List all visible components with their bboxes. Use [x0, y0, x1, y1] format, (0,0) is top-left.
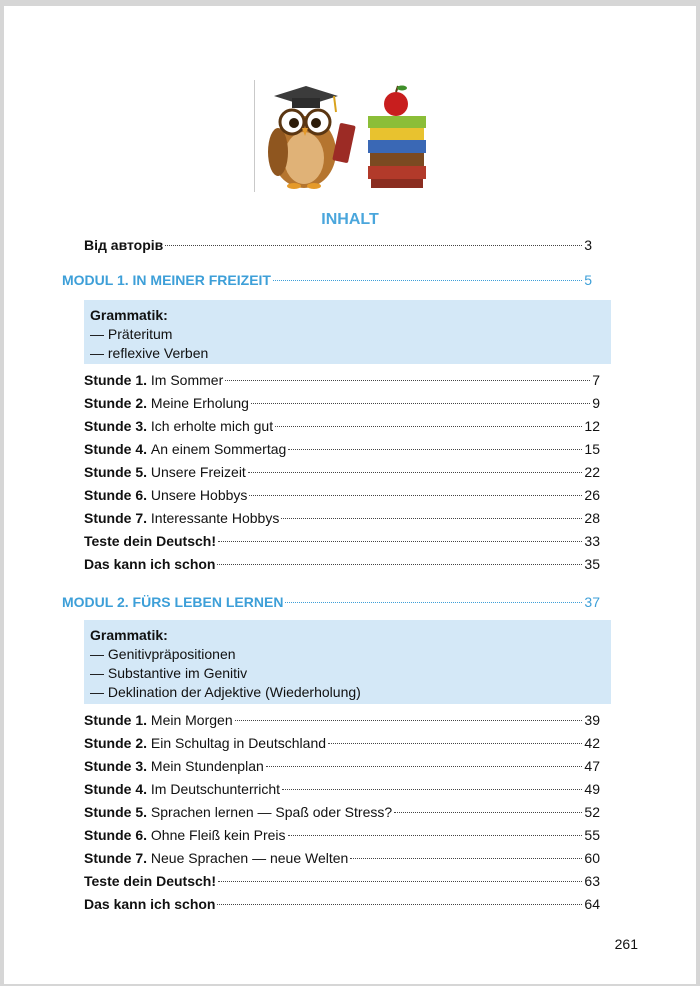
entry-label: Stunde 4.: [84, 781, 148, 797]
toc-entry[interactable]: [84, 439, 600, 459]
dot-leader: [328, 743, 582, 744]
grammar-box-module-1: [84, 300, 611, 364]
entry-label: Stunde 3.: [84, 758, 148, 774]
dot-leader: [394, 812, 582, 813]
grammar-item: — Präteritum: [90, 326, 173, 342]
toc-entry[interactable]: [84, 370, 600, 390]
toc-entry-test[interactable]: [84, 871, 600, 891]
dot-leader: [165, 245, 582, 246]
dot-leader: [249, 495, 582, 496]
dot-leader: [225, 380, 590, 381]
dot-leader: [281, 518, 582, 519]
entry-label: Das kann ich schon: [84, 556, 216, 572]
toc-entry[interactable]: [84, 756, 600, 776]
entry-title: Neue Sprachen — neue Welten: [150, 850, 349, 866]
entry-label: Teste dein Deutsch!: [84, 873, 216, 889]
entry-title: Meine Erholung: [150, 395, 249, 411]
entry-label: Stunde 6.: [84, 487, 148, 503]
dot-leader: [218, 541, 582, 542]
entry-label: Stunde 2.: [84, 735, 148, 751]
module-2-heading[interactable]: [62, 592, 600, 612]
entry-page: 39: [584, 712, 600, 728]
grammar-item: — Substantive im Genitiv: [90, 665, 248, 681]
entry-label: Stunde 5.: [84, 804, 148, 820]
toc-entry-review[interactable]: [84, 894, 600, 914]
entry-title: Sprachen lernen — Spaß oder Stress?: [150, 804, 393, 820]
grammar-heading: Grammatik:: [90, 627, 168, 643]
dot-leader: [273, 280, 582, 281]
entry-label: Stunde 5.: [84, 464, 148, 480]
toc-title: INHALT: [321, 211, 379, 228]
dot-leader: [251, 403, 590, 404]
dot-leader: [217, 904, 582, 905]
entry-title: Ich erholte mich gut: [150, 418, 274, 434]
dot-leader: [248, 472, 583, 473]
entry-page: 26: [584, 487, 600, 503]
entry-label: Stunde 3.: [84, 418, 148, 434]
entry-title: Ein Schultag in Deutschland: [150, 735, 327, 751]
entry-page: 7: [592, 372, 600, 388]
entry-label: Stunde 1.: [84, 372, 148, 388]
entry-page: 33: [584, 533, 600, 549]
toc-entry-preface[interactable]: [84, 235, 592, 255]
toc-entry-test[interactable]: [84, 531, 600, 551]
dot-leader: [218, 881, 582, 882]
entry-page: 49: [584, 781, 600, 797]
owl-books-illustration: [256, 78, 436, 194]
entry-title: Mein Morgen: [150, 712, 233, 728]
toc-entry[interactable]: [84, 508, 600, 528]
entry-label: Stunde 2.: [84, 395, 148, 411]
dot-leader: [235, 720, 583, 721]
entry-title: Interessante Hobbys: [150, 510, 280, 526]
book-page: [4, 6, 696, 984]
entry-label: Stunde 1.: [84, 712, 148, 728]
module-page: 37: [584, 594, 600, 610]
dot-leader: [350, 858, 582, 859]
dot-leader: [282, 789, 582, 790]
grammar-item: — Genitivpräpositionen: [90, 646, 236, 662]
entry-label: Stunde 7.: [84, 850, 148, 866]
entry-page: 15: [584, 441, 600, 457]
toc-entry[interactable]: [84, 462, 600, 482]
module-page: 5: [584, 272, 592, 288]
toc-entry[interactable]: [84, 848, 600, 868]
entry-title: Im Sommer: [150, 372, 224, 388]
module-1-heading[interactable]: [62, 270, 592, 290]
entry-page: 55: [584, 827, 600, 843]
entry-page: 28: [584, 510, 600, 526]
toc-entry[interactable]: [84, 485, 600, 505]
entry-page: 12: [584, 418, 600, 434]
dot-leader: [288, 449, 582, 450]
entry-label: Від авторів: [84, 237, 164, 253]
entry-title: Mein Stundenplan: [150, 758, 264, 774]
dot-leader: [275, 426, 582, 427]
entry-label: Stunde 4.: [84, 441, 148, 457]
entry-page: 52: [584, 804, 600, 820]
entry-label: Das kann ich schon: [84, 896, 216, 912]
entry-page: 42: [584, 735, 600, 751]
entry-page: 47: [584, 758, 600, 774]
entry-title: Im Deutschunterricht: [150, 781, 281, 797]
grammar-item: — Deklination der Adjektive (Wiederholung): [90, 684, 361, 700]
toc-entry[interactable]: [84, 733, 600, 753]
toc-entry[interactable]: [84, 393, 600, 413]
grammar-item: — reflexive Verben: [90, 345, 209, 361]
toc-entry[interactable]: [84, 802, 600, 822]
grammar-heading: Grammatik:: [90, 307, 168, 323]
entry-label: Teste dein Deutsch!: [84, 533, 216, 549]
entry-page: 64: [584, 896, 600, 912]
entry-title: Unsere Hobbys: [150, 487, 248, 503]
entry-page: 63: [584, 873, 600, 889]
entry-page: 22: [584, 464, 600, 480]
dot-leader: [217, 564, 582, 565]
entry-page: 9: [592, 395, 600, 411]
module-title: MODUL 1. IN MEINER FREIZEIT: [62, 272, 271, 288]
dot-leader: [266, 766, 583, 767]
entry-label: Stunde 6.: [84, 827, 148, 843]
entry-page: 3: [584, 237, 592, 253]
entry-title: Unsere Freizeit: [150, 464, 246, 480]
toc-entry[interactable]: [84, 710, 600, 730]
toc-entry[interactable]: [84, 416, 600, 436]
grammar-box-module-2: [84, 620, 611, 704]
dot-leader: [288, 835, 583, 836]
entry-page: 35: [584, 556, 600, 572]
toc-entry-review[interactable]: [84, 554, 600, 574]
toc-entry[interactable]: [84, 779, 600, 799]
entry-title: An einem Sommertag: [150, 441, 287, 457]
page-number: 261: [614, 936, 638, 952]
illustration-divider: [254, 80, 255, 192]
module-title: MODUL 2. FÜRS LEBEN LERNEN: [62, 594, 284, 610]
entry-label: Stunde 7.: [84, 510, 148, 526]
entry-page: 60: [584, 850, 600, 866]
dot-leader: [285, 602, 582, 603]
entry-title: Ohne Fleiß kein Preis: [150, 827, 286, 843]
toc-entry[interactable]: [84, 825, 600, 845]
